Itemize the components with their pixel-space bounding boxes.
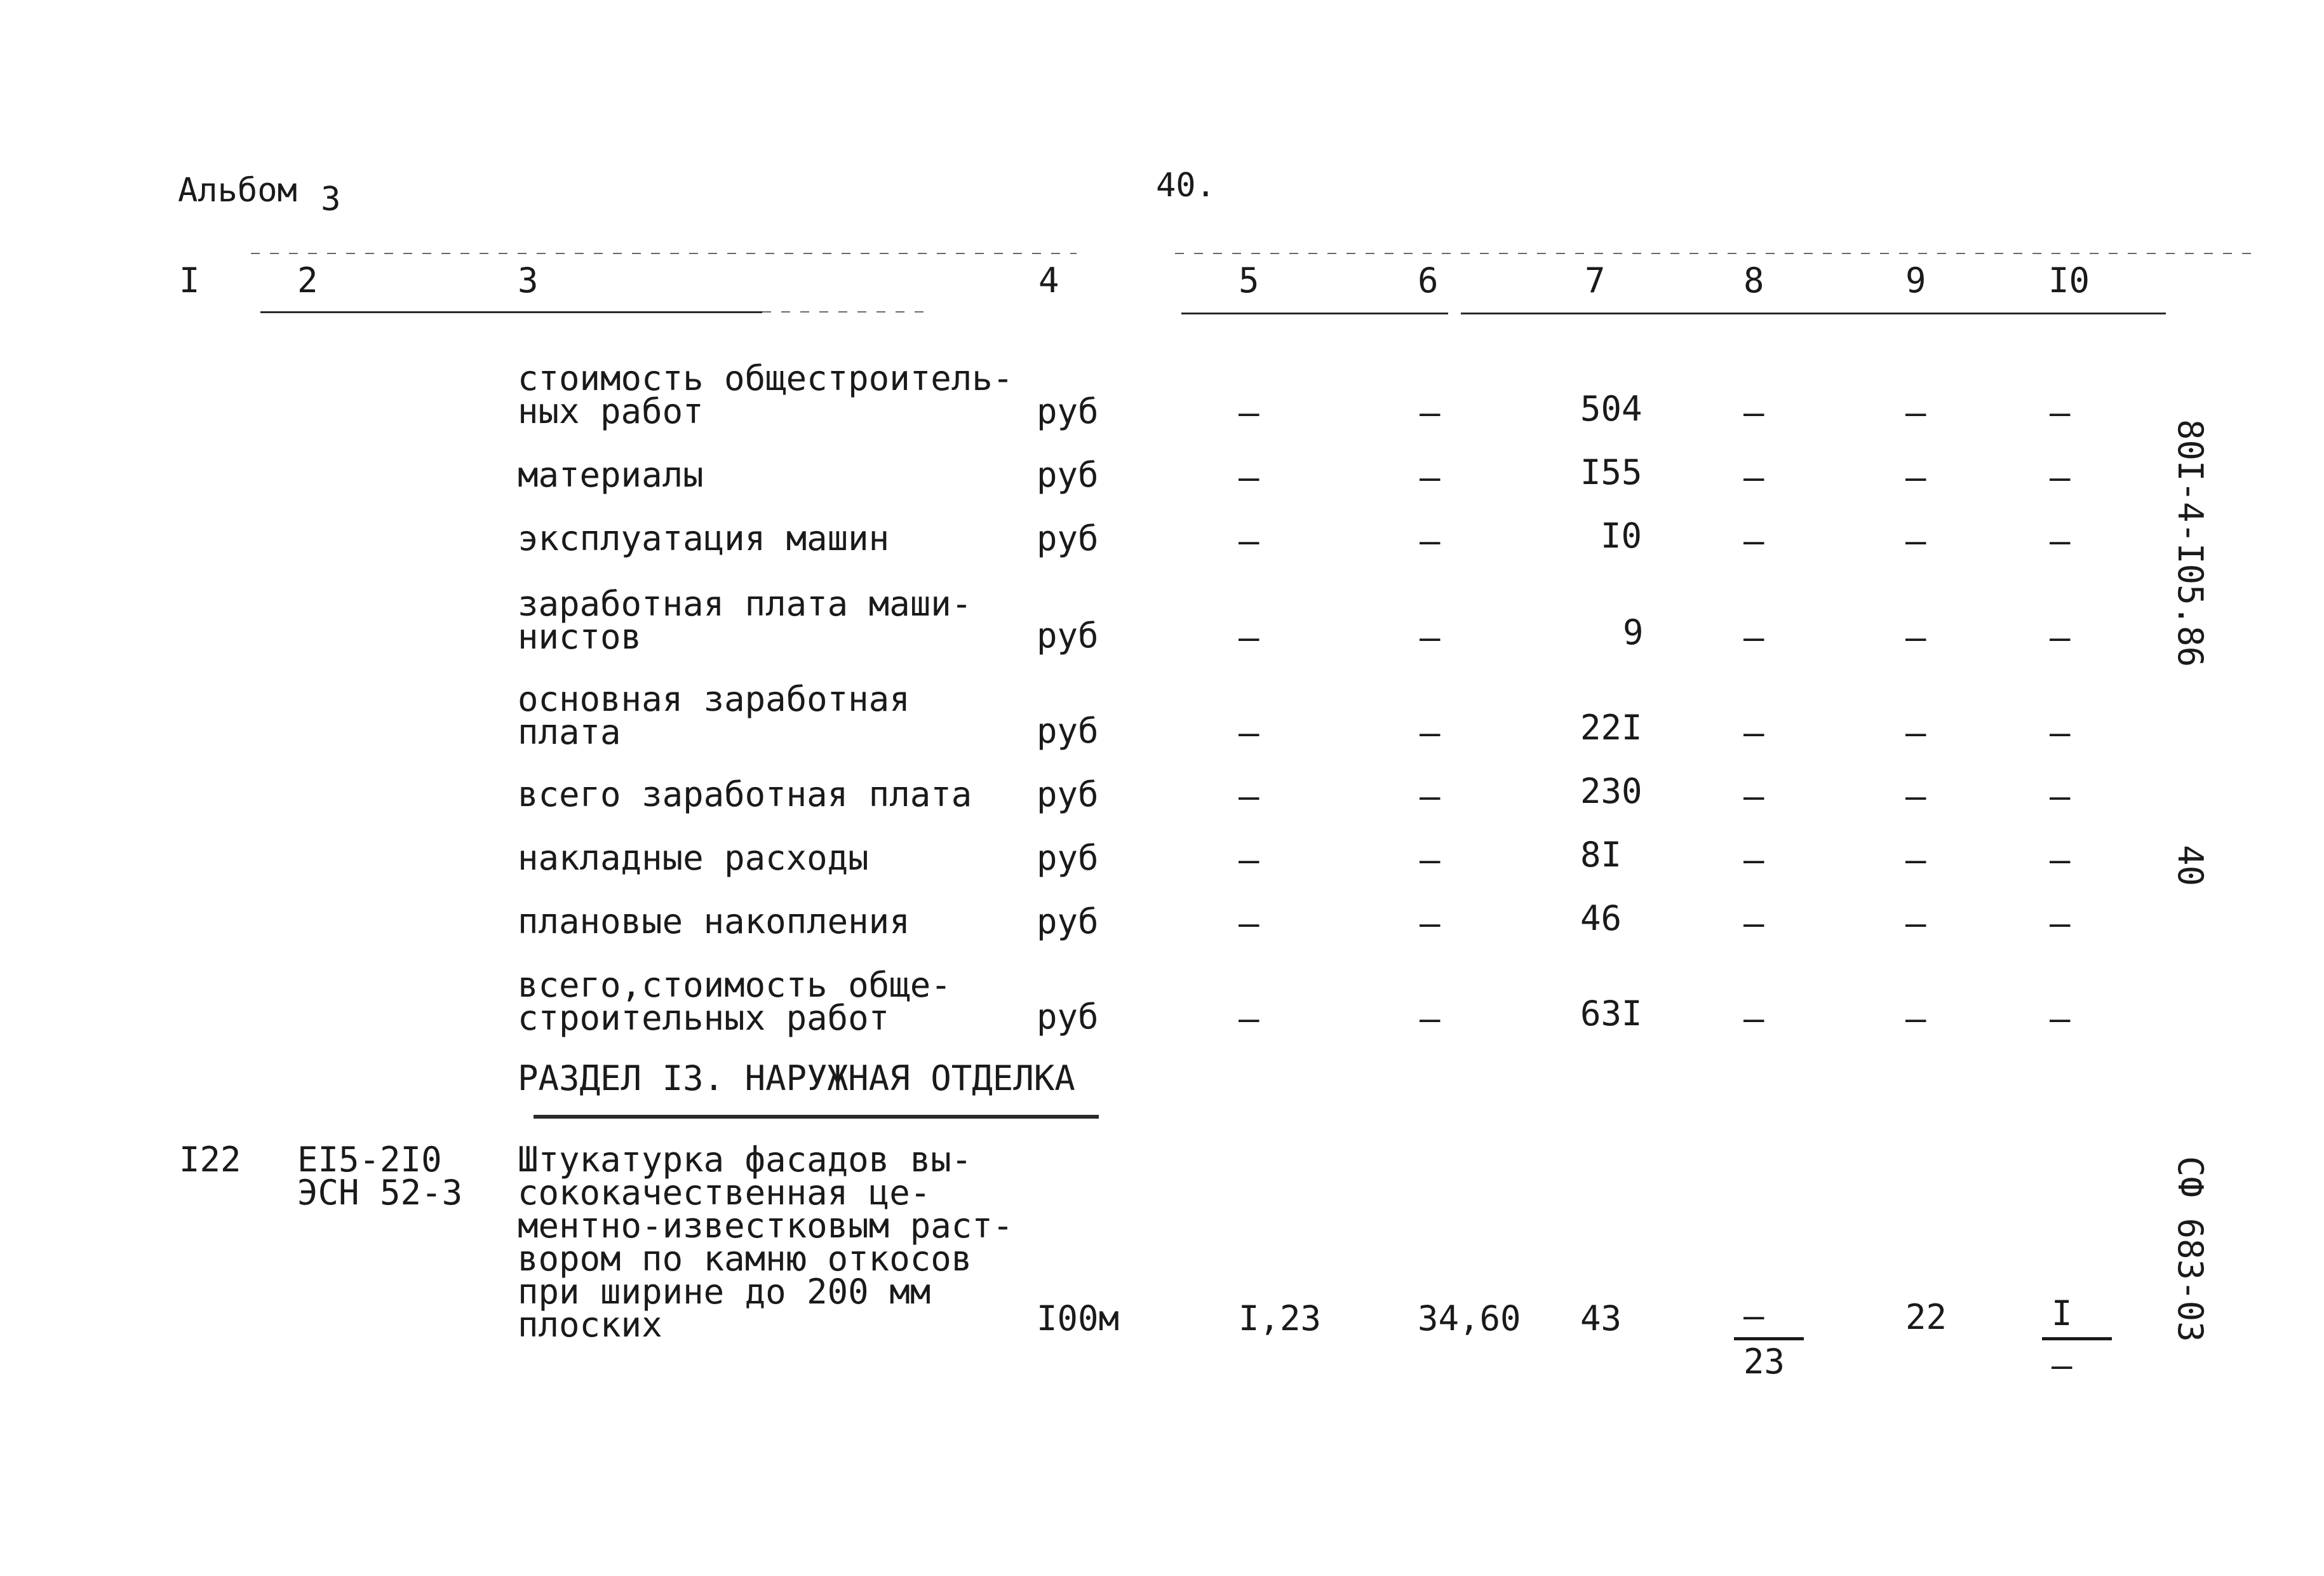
row-c9: – [1905, 840, 1926, 880]
col-9-number: 9 [1905, 260, 1926, 300]
item-c9: 22 [1905, 1297, 1947, 1337]
item-c8-numerator: – [1743, 1296, 1764, 1336]
header-rule-left-faint [762, 311, 927, 313]
item-c7: 43 [1580, 1298, 1622, 1338]
top-faint-rule-left [251, 253, 1077, 254]
row-unit: руб [1037, 518, 1099, 558]
row-c6: – [1420, 840, 1441, 880]
page-number: 40. [1156, 166, 1216, 205]
row-desc-line: всего,стоимость обще- [518, 965, 951, 1005]
row-c10: – [2050, 617, 2071, 657]
row-desc: накладные расходы [518, 838, 869, 878]
side-page-number: 40 [2170, 845, 2210, 887]
col-6-number: 6 [1418, 260, 1439, 300]
row-c8: – [1743, 840, 1764, 880]
top-faint-rule-right [1175, 253, 2255, 254]
row-desc-line: ных работ [518, 391, 704, 431]
side-doc-code: 80I-4-I05.86 [2170, 419, 2210, 668]
item-code [297, 1140, 463, 1213]
row-c5: – [1239, 617, 1259, 657]
row-c7: 63I [1580, 993, 1642, 1034]
row-desc-line: стоимость общестроитель- [518, 358, 1014, 398]
row-desc: материалы [518, 455, 704, 495]
row-desc-line: строительных работ [518, 998, 890, 1038]
row-unit: руб [1037, 455, 1099, 495]
col-5-number: 5 [1239, 260, 1259, 300]
row-c5: – [1239, 457, 1259, 497]
row-c9: – [1905, 521, 1926, 561]
row-c6: – [1420, 776, 1441, 816]
item-c8-denominator: 23 [1743, 1342, 1785, 1382]
row-c8: – [1743, 457, 1764, 497]
row-c5: – [1239, 713, 1259, 753]
row-c7: I0 [1601, 516, 1642, 556]
row-c6: – [1420, 521, 1441, 561]
row-desc-line: нистов [518, 617, 642, 657]
row-desc [518, 584, 972, 657]
item-c10-numerator: I [2052, 1293, 2072, 1333]
row-c5: – [1239, 521, 1259, 561]
row-c10: – [2050, 999, 2071, 1039]
row-c9: – [1905, 713, 1926, 753]
row-c8: – [1743, 999, 1764, 1039]
row-c6: – [1420, 713, 1441, 753]
album-word: Альбом [178, 172, 297, 210]
row-desc: всего заработная плата [518, 774, 972, 814]
col-2-number: 2 [297, 260, 318, 300]
row-c9: – [1905, 903, 1926, 943]
row-c6: – [1420, 393, 1441, 433]
row-c8: – [1743, 713, 1764, 753]
row-c10: – [2050, 457, 2071, 497]
item-desc-line: плоских [518, 1305, 662, 1345]
row-c8: – [1743, 776, 1764, 816]
row-c5: – [1239, 776, 1259, 816]
row-unit: руб [1037, 391, 1099, 431]
row-c7: I55 [1580, 452, 1642, 492]
header-rule-right-b [1461, 313, 2166, 314]
row-desc [518, 679, 910, 752]
row-c9: – [1905, 999, 1926, 1039]
item-desc-line: при ширине до 200 мм [518, 1272, 931, 1312]
row-desc: эксплуатация машин [518, 518, 890, 558]
row-c9: – [1905, 457, 1926, 497]
item-c6: 34,60 [1418, 1298, 1521, 1338]
header-rule-right-a [1181, 313, 1448, 314]
item-c8-fraction-line [1734, 1337, 1804, 1340]
row-desc-line: заработная плата маши- [518, 584, 972, 624]
item-desc-line: сококачественная це- [518, 1173, 931, 1213]
section-title-underline [534, 1115, 1099, 1119]
row-c8: – [1743, 521, 1764, 561]
row-unit: руб [1037, 838, 1099, 878]
row-c10: – [2050, 521, 2071, 561]
album-label [178, 172, 341, 219]
row-c7: 22I [1580, 708, 1642, 748]
row-c5: – [1239, 999, 1259, 1039]
row-c6: – [1420, 457, 1441, 497]
row-c9: – [1905, 393, 1926, 433]
item-c5: I,23 [1239, 1298, 1322, 1338]
item-description [518, 1140, 1014, 1345]
row-c6: – [1420, 617, 1441, 657]
section-title: РАЗДЕЛ I3. НАРУЖНАЯ ОТДЕЛКА [518, 1058, 1075, 1098]
row-c7: 8I [1580, 835, 1622, 875]
col-3-number: 3 [518, 260, 539, 300]
row-c9: – [1905, 617, 1926, 657]
row-desc-line: плата [518, 712, 621, 752]
col-10-number: I0 [2048, 260, 2090, 300]
row-c10: – [2050, 903, 2071, 943]
row-c7: 504 [1580, 389, 1642, 429]
row-c6: – [1420, 999, 1441, 1039]
item-number: I22 [179, 1140, 241, 1180]
row-c5: – [1239, 903, 1259, 943]
row-desc: плановые накопления [518, 901, 910, 941]
col-8-number: 8 [1743, 260, 1764, 300]
row-desc [518, 358, 1014, 431]
row-c5: – [1239, 393, 1259, 433]
row-c7: 9 [1623, 612, 1644, 652]
row-unit: руб [1037, 616, 1099, 656]
header-rule-left [260, 311, 762, 313]
item-c10-denominator: – [2052, 1345, 2072, 1385]
row-c10: – [2050, 713, 2071, 753]
row-c8: – [1743, 617, 1764, 657]
item-desc-line: вором по камню откосов [518, 1239, 972, 1279]
row-desc-line: основная заработная [518, 679, 910, 719]
row-c8: – [1743, 393, 1764, 433]
row-unit: руб [1037, 774, 1099, 814]
col-4-number: 4 [1038, 260, 1059, 300]
row-c6: – [1420, 903, 1441, 943]
col-7-number: 7 [1585, 260, 1606, 300]
side-form-code: СФ 683-03 [2170, 1156, 2210, 1342]
item-code-line: ЭСН 52-3 [297, 1173, 463, 1213]
row-unit: руб [1037, 901, 1099, 941]
item-unit: I00м [1037, 1298, 1120, 1338]
row-c7: 46 [1580, 898, 1622, 938]
col-1-number: I [179, 260, 200, 300]
row-c10: – [2050, 776, 2071, 816]
row-unit: руб [1037, 711, 1099, 751]
row-c9: – [1905, 776, 1926, 816]
row-desc [518, 965, 951, 1038]
row-c8: – [1743, 903, 1764, 943]
album-number: 3 [321, 180, 341, 219]
item-desc-line: Штукатурка фасадов вы- [518, 1140, 972, 1180]
item-code-line: ЕI5-2I0 [297, 1140, 442, 1180]
item-desc-line: ментно-известковым раст- [518, 1206, 1014, 1246]
row-c5: – [1239, 840, 1259, 880]
row-c10: – [2050, 840, 2071, 880]
item-c10-fraction-line [2042, 1337, 2112, 1340]
row-c10: – [2050, 393, 2071, 433]
row-unit: руб [1037, 997, 1099, 1037]
row-c7: 230 [1580, 771, 1642, 811]
